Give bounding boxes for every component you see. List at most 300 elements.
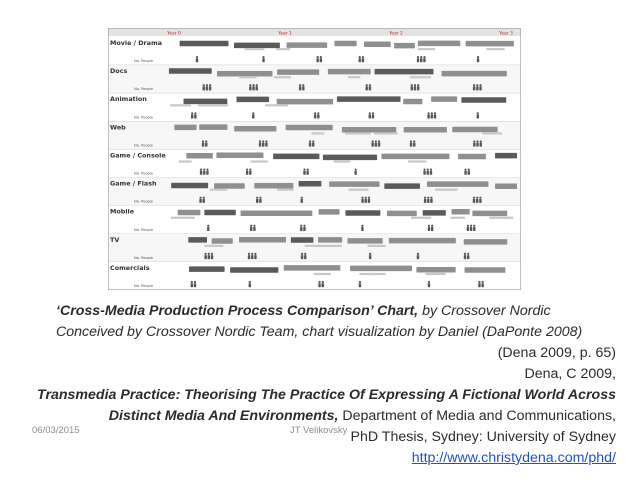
person-icon [428,281,430,283]
people-label: No. People [134,255,154,260]
row-label: Mobile [110,207,135,216]
phase-bar [174,125,196,131]
person-icon [470,227,472,231]
person-icon [253,227,255,231]
person-icon [424,197,426,199]
phase-bar [234,126,276,132]
person-icon [299,84,301,86]
person-icon [256,199,258,203]
detail-text [274,76,291,78]
detail-text [305,245,320,247]
detail-text [250,160,268,162]
person-icon [252,115,254,119]
person-icon [468,171,470,175]
person-icon [476,84,478,86]
person-icon [191,281,193,283]
person-icon [473,225,475,227]
person-icon [430,171,432,175]
citation-title-cont: Distinct Media And Environments, Department of Media and Communications, [108,408,616,424]
person-icon [423,171,425,175]
person-icon [303,225,305,227]
person-icon [259,143,261,147]
person-icon [322,283,324,287]
person-icon [259,199,261,203]
phase-bar [337,96,401,102]
detail-text [489,217,513,219]
person-icon [314,115,316,119]
person-icon [206,84,208,86]
person-icon [209,84,211,86]
person-icon [256,84,258,86]
person-icon [246,171,248,175]
person-icon [480,140,482,142]
detail-text [179,160,192,162]
person-icon [428,225,430,227]
person-icon [320,58,322,62]
phase-bar [495,153,517,159]
person-icon [431,112,433,114]
person-icon [369,86,371,90]
people-label: No. People [134,115,154,120]
detail-text [204,245,223,247]
person-icon [464,255,466,259]
person-icon [431,225,433,227]
person-icon [191,283,193,287]
phase-bar [236,97,269,103]
person-icon [371,143,373,147]
person-icon [468,168,470,170]
detail-text [171,217,195,219]
detail-text [314,273,331,275]
person-icon [304,253,306,255]
phase-bar [375,69,434,75]
person-icon [252,86,254,90]
row-label: Docs [110,67,128,76]
person-icon [467,253,469,255]
person-icon [312,143,314,147]
phase-bar [169,68,212,74]
person-icon [476,197,478,199]
person-icon [430,199,432,203]
person-icon [196,56,198,58]
person-icon [191,115,193,119]
phase-bar [464,239,508,245]
process-comparison-chart [108,28,521,290]
citation-link-line [412,448,616,470]
person-icon [417,58,419,62]
person-icon [259,140,261,142]
person-icon [473,143,475,147]
person-icon [322,281,324,283]
phase-bar [239,237,286,243]
phase-bar [273,154,319,160]
detail-text [426,273,446,275]
person-icon [309,143,311,147]
person-icon [431,227,433,231]
person-icon [361,227,363,231]
person-icon [199,199,201,203]
phase-bar [465,267,506,273]
person-icon [208,255,210,259]
person-icon [249,168,251,170]
person-icon [194,112,196,114]
year-label: Year 3 [499,31,513,37]
detail-text [210,189,227,191]
person-icon [427,171,429,175]
person-icon [205,143,207,147]
detail-text [435,189,457,191]
phase-bar [287,42,328,48]
caption-line-2 [56,322,582,344]
person-icon [417,253,419,255]
person-icon [477,58,479,62]
phase-bar [427,181,488,187]
phase-bar [348,238,383,244]
detail-text [265,104,288,106]
person-icon [411,86,413,90]
person-icon [467,225,469,227]
phase-bar [461,97,506,103]
person-icon [211,255,213,259]
phase-bar [452,127,497,133]
person-icon [464,171,466,175]
person-icon [423,58,425,62]
person-icon [202,140,204,142]
person-icon [362,56,364,58]
person-icon [479,197,481,199]
phase-bar [216,153,263,159]
person-icon [359,281,361,283]
year-label: Year 0 [167,31,181,37]
person-icon [414,84,416,86]
person-icon [249,283,251,287]
person-icon [205,140,207,142]
detail-text [486,48,504,50]
person-icon [203,86,205,90]
person-icon [249,171,251,175]
person-icon [303,227,305,231]
person-icon [194,283,196,287]
person-icon [262,56,264,58]
person-icon [479,86,481,90]
footer-author: JT Velikovsky [290,425,348,436]
person-icon [434,115,436,119]
detail-text [372,273,385,275]
phase-bar [277,69,319,75]
person-icon [250,225,252,227]
phase-bar [334,41,356,47]
person-icon [411,84,413,86]
person-icon [378,143,380,147]
citation-thesis: PhD Thesis, Sydney: University of Sydney [350,429,616,445]
person-icon [473,199,475,203]
person-icon [301,199,303,203]
detail-text [374,132,398,134]
detail-text [311,132,324,134]
person-icon [417,255,419,259]
person-icon [464,168,466,170]
people-label: No. People [134,143,154,148]
person-icon [476,86,478,90]
person-icon [476,199,478,203]
phase-bar [418,41,460,47]
person-icon [480,143,482,147]
person-icon [196,58,198,62]
person-icon [200,168,202,170]
phase-bar [291,237,313,243]
person-icon [359,56,361,58]
row-label: Animation [110,95,147,104]
phase-bar [472,211,507,217]
person-icon [359,58,361,62]
person-icon [249,281,251,283]
phase-bar [204,210,235,216]
person-icon [369,84,371,86]
person-icon [417,86,419,90]
person-icon [369,112,371,114]
person-icon [203,171,205,175]
phase-bar [451,209,469,215]
person-icon [479,84,481,86]
phase-bar [178,210,201,216]
person-icon [434,112,436,114]
person-icon [301,197,303,199]
person-icon [203,168,205,170]
person-icon [354,171,356,175]
person-icon [254,255,256,259]
phase-bar [299,181,322,187]
person-icon [430,197,432,199]
detail-text [318,245,342,247]
person-icon [206,171,208,175]
person-icon [375,140,377,142]
detail-text [277,189,294,191]
person-icon [478,281,480,283]
person-icon [204,255,206,259]
person-icon [355,168,357,170]
people-label: No. People [134,171,154,176]
caption-line-1 [56,301,551,323]
person-icon [423,168,425,170]
person-icon [302,84,304,86]
phase-bar [230,267,278,273]
person-icon [248,255,250,259]
person-icon [309,140,311,142]
person-icon [372,112,374,114]
detail-text [245,48,265,50]
person-icon [252,84,254,86]
person-icon [312,140,314,142]
person-icon [479,199,481,203]
person-icon [262,140,264,142]
person-icon [428,227,430,231]
person-icon [191,112,193,114]
detail-text [214,104,228,106]
person-icon [467,255,469,259]
person-icon [199,197,201,199]
person-icon [317,115,319,119]
phase-bar [234,43,280,49]
people-label: No. People [134,227,154,232]
year-label: Year 1 [278,31,292,37]
detail-text [198,104,216,106]
phase-bar [384,183,420,189]
person-icon [249,84,251,86]
person-icon [365,199,367,203]
person-icon [207,225,209,227]
phase-bar [183,99,227,105]
phase-bar [458,154,486,160]
person-icon [299,86,301,90]
person-icon [206,168,208,170]
phase-bar [394,43,415,49]
phase-bar [328,69,371,75]
person-icon [318,281,320,283]
row-label: Game / Console [110,151,166,160]
phase-bar [466,41,514,47]
person-icon [303,171,305,175]
person-icon [473,227,475,231]
person-icon [205,253,207,255]
person-icon [304,255,306,259]
phase-bar [214,183,245,189]
person-icon [378,140,380,142]
person-icon [249,86,251,90]
row-band [108,234,521,262]
phase-bar [217,71,272,77]
person-icon [430,168,432,170]
phase-bar [212,238,233,244]
detail-text [345,132,371,134]
person-icon [252,112,254,114]
phase-bar [318,237,342,243]
detail-text [408,160,426,162]
person-icon [302,86,304,90]
person-icon [203,197,205,199]
person-icon [467,227,469,231]
person-icon [369,115,371,119]
person-icon [306,171,308,175]
person-icon [423,56,425,58]
phase-bar [350,266,412,272]
phase-bar [241,211,313,217]
phase-bar [389,238,456,244]
footer-date: 06/03/2015 [32,425,80,436]
person-icon [464,253,466,255]
person-icon [256,86,258,90]
row-label: Movie / Drama [110,39,162,47]
person-icon [369,253,371,255]
person-icon [202,143,204,147]
phase-bar [329,181,379,187]
phase-bar [387,211,417,217]
detail-text [348,76,360,78]
phase-bar [364,41,391,47]
person-icon [427,115,429,119]
detail-text [349,189,369,191]
person-icon [361,199,363,203]
phase-bar [416,267,455,273]
row-label: TV [110,235,120,244]
phase-bar [319,209,340,215]
detail-text [482,132,502,134]
person-icon [248,253,250,255]
person-icon [424,199,426,203]
person-icon [250,227,252,231]
person-icon [369,255,371,259]
citation-page: (Dena 2009, p. 65) [497,345,616,361]
phase-bar [495,183,517,189]
person-icon [473,84,475,86]
person-icon [253,225,255,227]
person-icon [209,86,211,90]
citation-author: Dena, C 2009, [524,366,616,382]
detail-text [239,76,257,78]
person-icon [200,171,202,175]
person-icon [417,56,419,58]
person-icon [372,140,374,142]
phase-bar [186,153,212,159]
phase-bar [284,265,341,271]
person-icon [318,283,320,287]
person-icon [316,58,318,62]
phase-bar [323,155,377,161]
phase-bar [199,124,227,130]
chart-title: ‘Cross-Media Production Process Comparison’ Chart, [56,303,419,319]
phase-bar [442,71,507,77]
person-icon [431,115,433,119]
person-icon [207,227,209,231]
phase-bar [277,99,333,105]
person-icon [317,112,319,114]
phase-bar [254,183,293,189]
person-icon [414,86,416,90]
chart-source: by Crossover Nordic [418,303,551,319]
detail-text [410,76,431,78]
person-icon [427,197,429,199]
phase-bar [189,266,225,272]
person-icon [203,199,205,203]
phase-bar [423,210,446,216]
person-icon [194,281,196,283]
phase-bar [342,127,396,133]
phase-bar [345,210,380,216]
citation-link[interactable]: http://www.christydena.com/phd/ [411,450,616,466]
person-icon [359,283,361,287]
citation-title: Transmedia Practice: Theorising The Practice Of Expressing A Fictional World Across [37,387,616,403]
person-icon [251,253,253,255]
person-icon [361,197,363,199]
row-label: Web [110,123,126,132]
person-icon [481,283,483,287]
person-icon [254,253,256,255]
detail-text [418,48,435,50]
person-icon [251,255,253,259]
person-icon [366,86,368,90]
detail-text [411,217,431,219]
person-icon [262,143,264,147]
person-icon [303,168,305,170]
person-icon [317,56,319,58]
person-icon [314,112,316,114]
person-icon [307,168,309,170]
person-icon [473,86,475,90]
person-icon [427,199,429,203]
person-icon [417,84,419,86]
person-icon [413,143,415,147]
person-icon [410,143,412,147]
phase-bar [382,154,450,160]
